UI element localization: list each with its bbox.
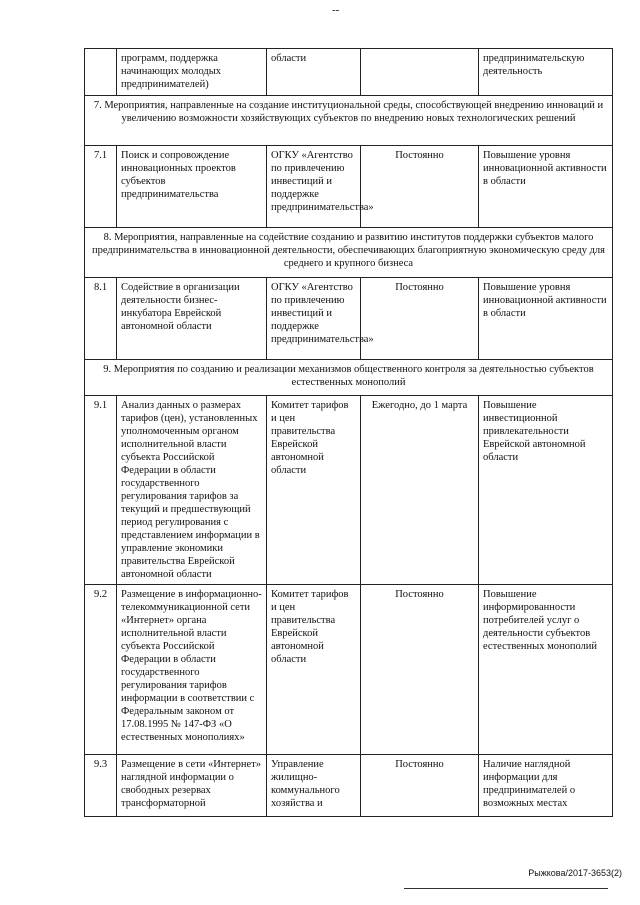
cell-executor: Управление жилищно-коммунального хозяйства и — [267, 755, 361, 817]
cell-result: Повышение инвестиционной привлекательности Еврейской автономной области — [479, 396, 613, 585]
document-code: Рыжкова/2017-3653(2) — [528, 868, 622, 878]
cell-term — [361, 49, 479, 96]
section-header-row — [85, 228, 613, 278]
table-row — [85, 755, 613, 817]
cell-num: 9.1 — [85, 396, 117, 585]
cell-num — [85, 49, 117, 96]
cell-name: Поиск и сопровождение инновационных проектов субъектов предпринимательства — [117, 146, 267, 228]
cell-executor: ОГКУ «Агентство по привлечению инвестиций и поддержке предпринимательства» — [267, 146, 361, 228]
section-header-row — [85, 360, 613, 396]
cell-term: Ежегодно, до 1 марта — [361, 396, 479, 585]
cell-num: 9.3 — [85, 755, 117, 817]
cell-result: Наличие наглядной информации для предпринимателей о возможных местах — [479, 755, 613, 817]
cell-executor: Комитет тарифов и цен правительства Еврейской автономной области — [267, 585, 361, 755]
table-row — [85, 49, 613, 96]
cell-term: Постоянно — [361, 585, 479, 755]
measures-table — [84, 48, 613, 817]
table-row — [85, 278, 613, 360]
cell-executor: ОГКУ «Агентство по привлечению инвестиций и поддержке предпринимательства» — [267, 278, 361, 360]
cell-result: Повышение уровня инновационной активности в области — [479, 146, 613, 228]
footer-divider — [404, 888, 608, 889]
cell-result: предпринимательскую деятельность — [479, 49, 613, 96]
cell-term: Постоянно — [361, 146, 479, 228]
cell-name: программ, поддержка начинающих молодых предпринимателей) — [117, 49, 267, 96]
cell-num: 7.1 — [85, 146, 117, 228]
page-number-mark: -- — [332, 4, 340, 16]
section-8-heading: 8. Мероприятия, направленные на содействие созданию и развитию институтов поддержки субъектов малого предпринимательства в инновационной деятельности, обеспечивающих благоприятную экономическую среду для среднего и крупного бизнеса — [85, 228, 613, 278]
cell-num: 8.1 — [85, 278, 117, 360]
cell-name: Размещение в сети «Интернет» наглядной информации о свободных резервах трансформаторной — [117, 755, 267, 817]
section-header-row — [85, 96, 613, 146]
cell-num: 9.2 — [85, 585, 117, 755]
cell-name: Содействие в организации деятельности бизнес-инкубатора Еврейской автономной области — [117, 278, 267, 360]
table-row — [85, 146, 613, 228]
cell-term: Постоянно — [361, 278, 479, 360]
table-row — [85, 396, 613, 585]
cell-executor: Комитет тарифов и цен правительства Еврейской автономной области — [267, 396, 361, 585]
cell-result: Повышение уровня инновационной активности в области — [479, 278, 613, 360]
cell-result: Повышение информированности потребителей услуг о деятельности субъектов естественных монополий — [479, 585, 613, 755]
section-9-heading: 9. Мероприятия по созданию и реализации механизмов общественного контроля за деятельностью субъектов естественных монополий — [85, 360, 613, 396]
cell-name: Размещение в информационно-телекоммуникационной сети «Интернет» органа исполнительной власти субъекта Российской Федерации в области государственного регулирования тарифов информации в соответствии с Федеральным законом от 17.08.1995 № 147-ФЗ «О естественных монополиях» — [117, 585, 267, 755]
cell-name: Анализ данных о размерах тарифов (цен), установленных уполномоченным органом исполнительной власти субъекта Российской Федерации в области государственного регулирования тарифов за текущий и предшествующий период регулирования с представлением информации в управление экономики правительства Еврейской автономной области — [117, 396, 267, 585]
table-row — [85, 585, 613, 755]
section-7-heading: 7. Мероприятия, направленные на создание институциональной среды, способствующей внедрению инноваций и увеличению возможности хозяйствующих субъектов по внедрению новых технологических решений — [85, 96, 613, 146]
cell-executor: области — [267, 49, 361, 96]
cell-term: Постоянно — [361, 755, 479, 817]
